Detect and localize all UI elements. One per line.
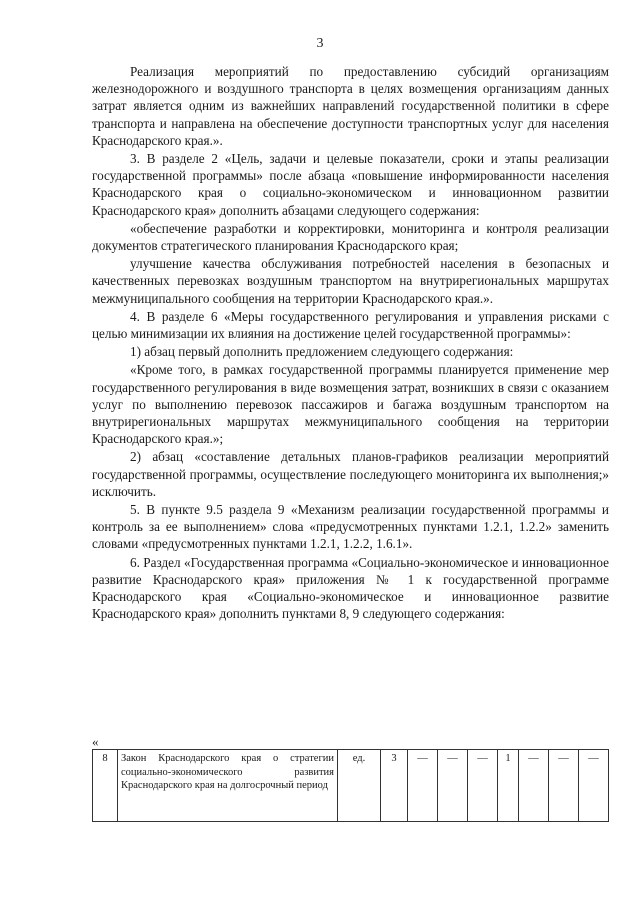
paragraph: 4. В разделе 6 «Меры государственного регулирования и управления рисками с целью минимизации их влияния на достижение целей государственной программы»:: [92, 308, 609, 342]
table-row: [93, 750, 609, 822]
paragraph: 1) абзац первый дополнить предложением следующего содержания:: [130, 344, 514, 360]
status-cell: 3: [381, 750, 408, 822]
paragraph: 3. В разделе 2 «Цель, задачи и целевые показатели, сроки и этапы реализации государственной программы» после абзаца «повышение информированности населения Краснодарского края о социально-экономическом и инновационном развитии Краснодарского края» дополнить абзацами следующего содержания:: [92, 151, 609, 218]
indicator-name-cell: Закон Краснодарского края о стратегии социально-экономического развития Краснодарского края на долгосрочный период: [118, 750, 338, 822]
value-cell: —: [549, 750, 579, 822]
value-cell: —: [468, 750, 498, 822]
opening-quote-mark: «: [92, 734, 99, 749]
indicator-table: [92, 749, 609, 822]
paragraph: улучшение качества обслуживания потребностей населения в безопасных и качественных перевозках воздушным транспортом на внутрирегиональных маршрутах межмуниципального сообщения на территории Краснодарского края.».: [92, 256, 609, 306]
value-cell: 1: [498, 750, 519, 822]
page-number: 3: [316, 36, 324, 51]
row-number-cell: 8: [93, 750, 118, 822]
paragraph: 2) абзац «составление детальных планов-графиков реализации мероприятий государственной программы, осуществление последующего мониторинга их выполнения;» исключить.: [92, 449, 609, 499]
paragraph: «Кроме того, в рамках государственной программы планируется применение мер государственного регулирования в виде возмещения затрат, возникших в связи с оказанием услуг по выполнению перевозок пассажиров и багажа воздушным транспортом на внутрирегиональных маршрутах межмуниципального сообщения на территории Краснодарского края.»;: [92, 362, 609, 447]
paragraph: 5. В пункте 9.5 раздела 9 «Механизм реализации государственной программы и контроль за ее выполнением» слова «предусмотренных пунктами 1.2.1, 1.2.2» заменить словами «предусмотренных пунктами 1.2.1, 1.2.2, 1.6.1».: [92, 502, 609, 552]
value-cell: —: [579, 750, 609, 822]
value-cell: —: [519, 750, 549, 822]
document-body: [92, 63, 609, 624]
paragraph: Реализация мероприятий по предоставлению субсидий организациям железнодорожного и воздушного транспорта в целях возмещения организациям данных затрат является одним из важнейших направлений государственной политики в сфере транспорта и направлена на обеспечение доступности транспортных услуг для населения Краснодарского края.».: [92, 64, 609, 148]
value-cell: —: [438, 750, 468, 822]
paragraph: «обеспечение разработки и корректировки, мониторинга и контроля реализации документов стратегического планирования Краснодарского края;: [92, 220, 609, 254]
value-cell: —: [408, 750, 438, 822]
paragraph: 6. Раздел «Государственная программа «Социально-экономическое и инновационное развитие Краснодарского края» приложения № 1 к государственной программе Краснодарского края «Социально-экономическое и инновационное развитие Краснодарского края» дополнить пунктами 8, 9 следующего содержания:: [92, 554, 609, 622]
unit-cell: ед.: [338, 750, 381, 822]
